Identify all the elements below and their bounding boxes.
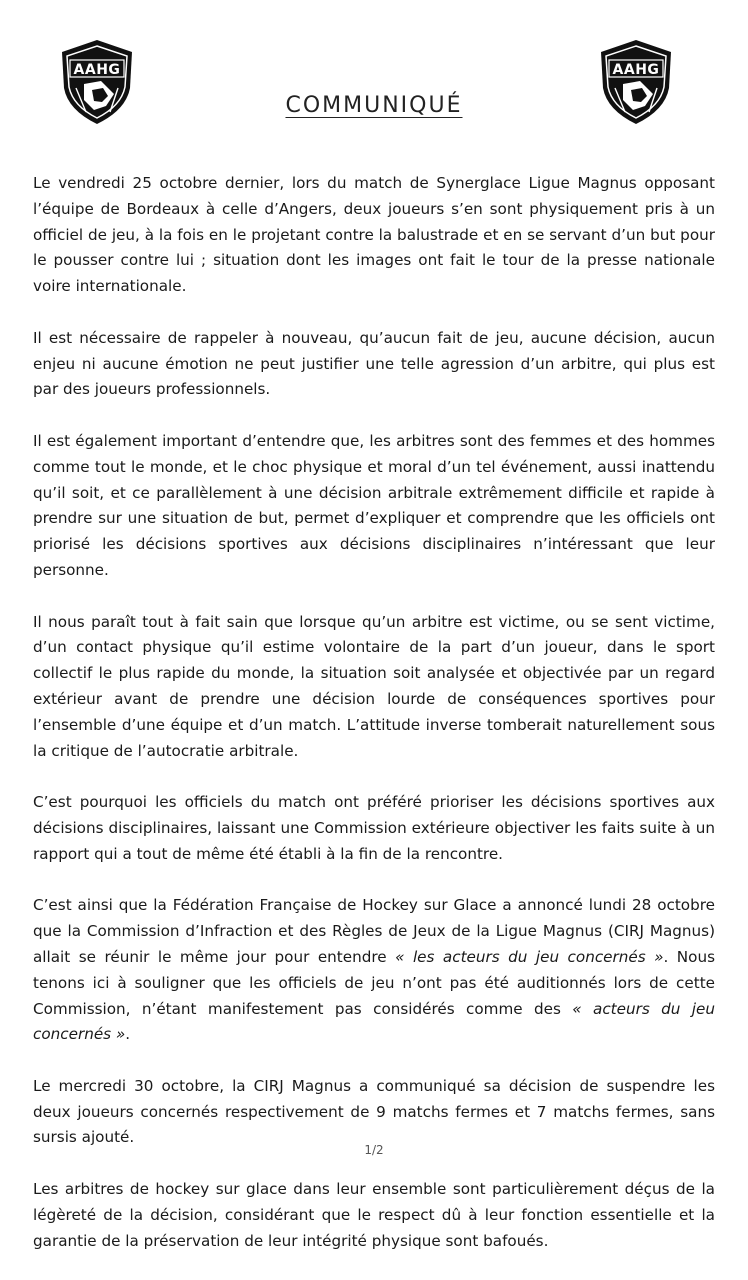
paragraph-6-part-3: . bbox=[125, 1025, 131, 1044]
page-number: 1/2 bbox=[364, 1143, 384, 1157]
document-title bbox=[0, 93, 748, 118]
paragraph-2: Il est nécessaire de rappeler à nouveau, qu’aucun fait de jeu, aucune décision, aucun enjeu ni aucune émotion ne peut justifier une telle agression d’un arbitre, qui plus est par des joueurs professionnels. bbox=[33, 328, 715, 399]
document-title-text: COMMUNIQUÉ bbox=[285, 93, 463, 118]
paragraph-1: Le vendredi 25 octobre dernier, lors du match de Synerglace Ligue Magnus opposant l’équipe de Bordeaux à celle d’Angers, deux joueurs s’en sont physiquement pris à un officiel de jeu, à la fois en le projetant contre la balustrade et en se servant d’un but pour le pousser contre lui ; situation dont les images ont fait le tour de la presse nationale voire internationale. bbox=[33, 174, 715, 296]
paragraph-7: Le mercredi 30 octobre, la CIRJ Magnus a communiqué sa décision de suspendre les deux joueurs concernés respectivement de 9 matchs fermes et 7 matchs fermes, sans sursis ajouté. bbox=[33, 1076, 715, 1147]
paragraph-6-quote-2: « acteurs du jeu concernés » bbox=[33, 999, 715, 1044]
paragraph-5: C’est pourquoi les officiels du match ont préféré prioriser les décisions sportives aux décisions disciplinaires, laissant une Commission extérieure objectiver les faits suite à un rapport qui a tout de même été établi à la fin de la rencontre. bbox=[33, 793, 715, 863]
paragraph-4: Il nous paraît tout à fait sain que lorsque qu’un arbitre est victime, ou se sent victime, d’un contact physique qu’il estime volontaire de la part d’un joueur, dans le sport collectif le plus rapide du monde, la situation soit analysée et objectivée par un regard extérieur avant de prendre une décision lourde de conséquences sportives pour l’ensemble d’une équipe et d’un match. L’attitude inverse tomberait naturellement sous la critique de l’autocratie arbitrale. bbox=[33, 612, 715, 760]
svg-text:AAHG: AAHG bbox=[612, 62, 660, 78]
paragraph-6-part-2: . Nous tenons ici à souligner que les officiels de jeu n’ont pas été auditionnés lors de cette Commission, n’étant manifestement pas considérés comme des bbox=[33, 947, 715, 1018]
paragraph-6-quote-1: « les acteurs du jeu concernés » bbox=[395, 947, 664, 966]
svg-text:AAHG: AAHG bbox=[73, 62, 121, 78]
paragraph-3: Il est également important d’entendre que, les arbitres sont des femmes et des hommes comme tout le monde, et le choc physique et moral d’un tel événement, aussi inattendu qu’il soit, et ce parallèlement à une décision arbitrale extrêmement difficile et rapide à prendre sur une situation de but, permet d’expliquer et comprendre que les officiels ont priorisé les décisions sportives aux décisions disciplinaires n’intéressant que leur personne. bbox=[33, 431, 715, 579]
paragraph-8: Les arbitres de hockey sur glace dans leur ensemble sont particulièrement déçus de la légèreté de la décision, considérant que le respect dû à leur fonction essentielle et la garantie de la préservation de leur intégrité physique sont bafoués. bbox=[33, 1180, 715, 1250]
paragraph-6-part-1: C’est ainsi que la Fédération Française de Hockey sur Glace a annoncé lundi 28 octobre que la Commission d’Infraction et des Règles de Jeux de la Ligue Magnus (CIRJ Magnus) allait se réunir le même jour pour entendre bbox=[33, 896, 715, 966]
paragraph-6 bbox=[33, 893, 715, 1048]
communique-body bbox=[33, 171, 715, 1280]
